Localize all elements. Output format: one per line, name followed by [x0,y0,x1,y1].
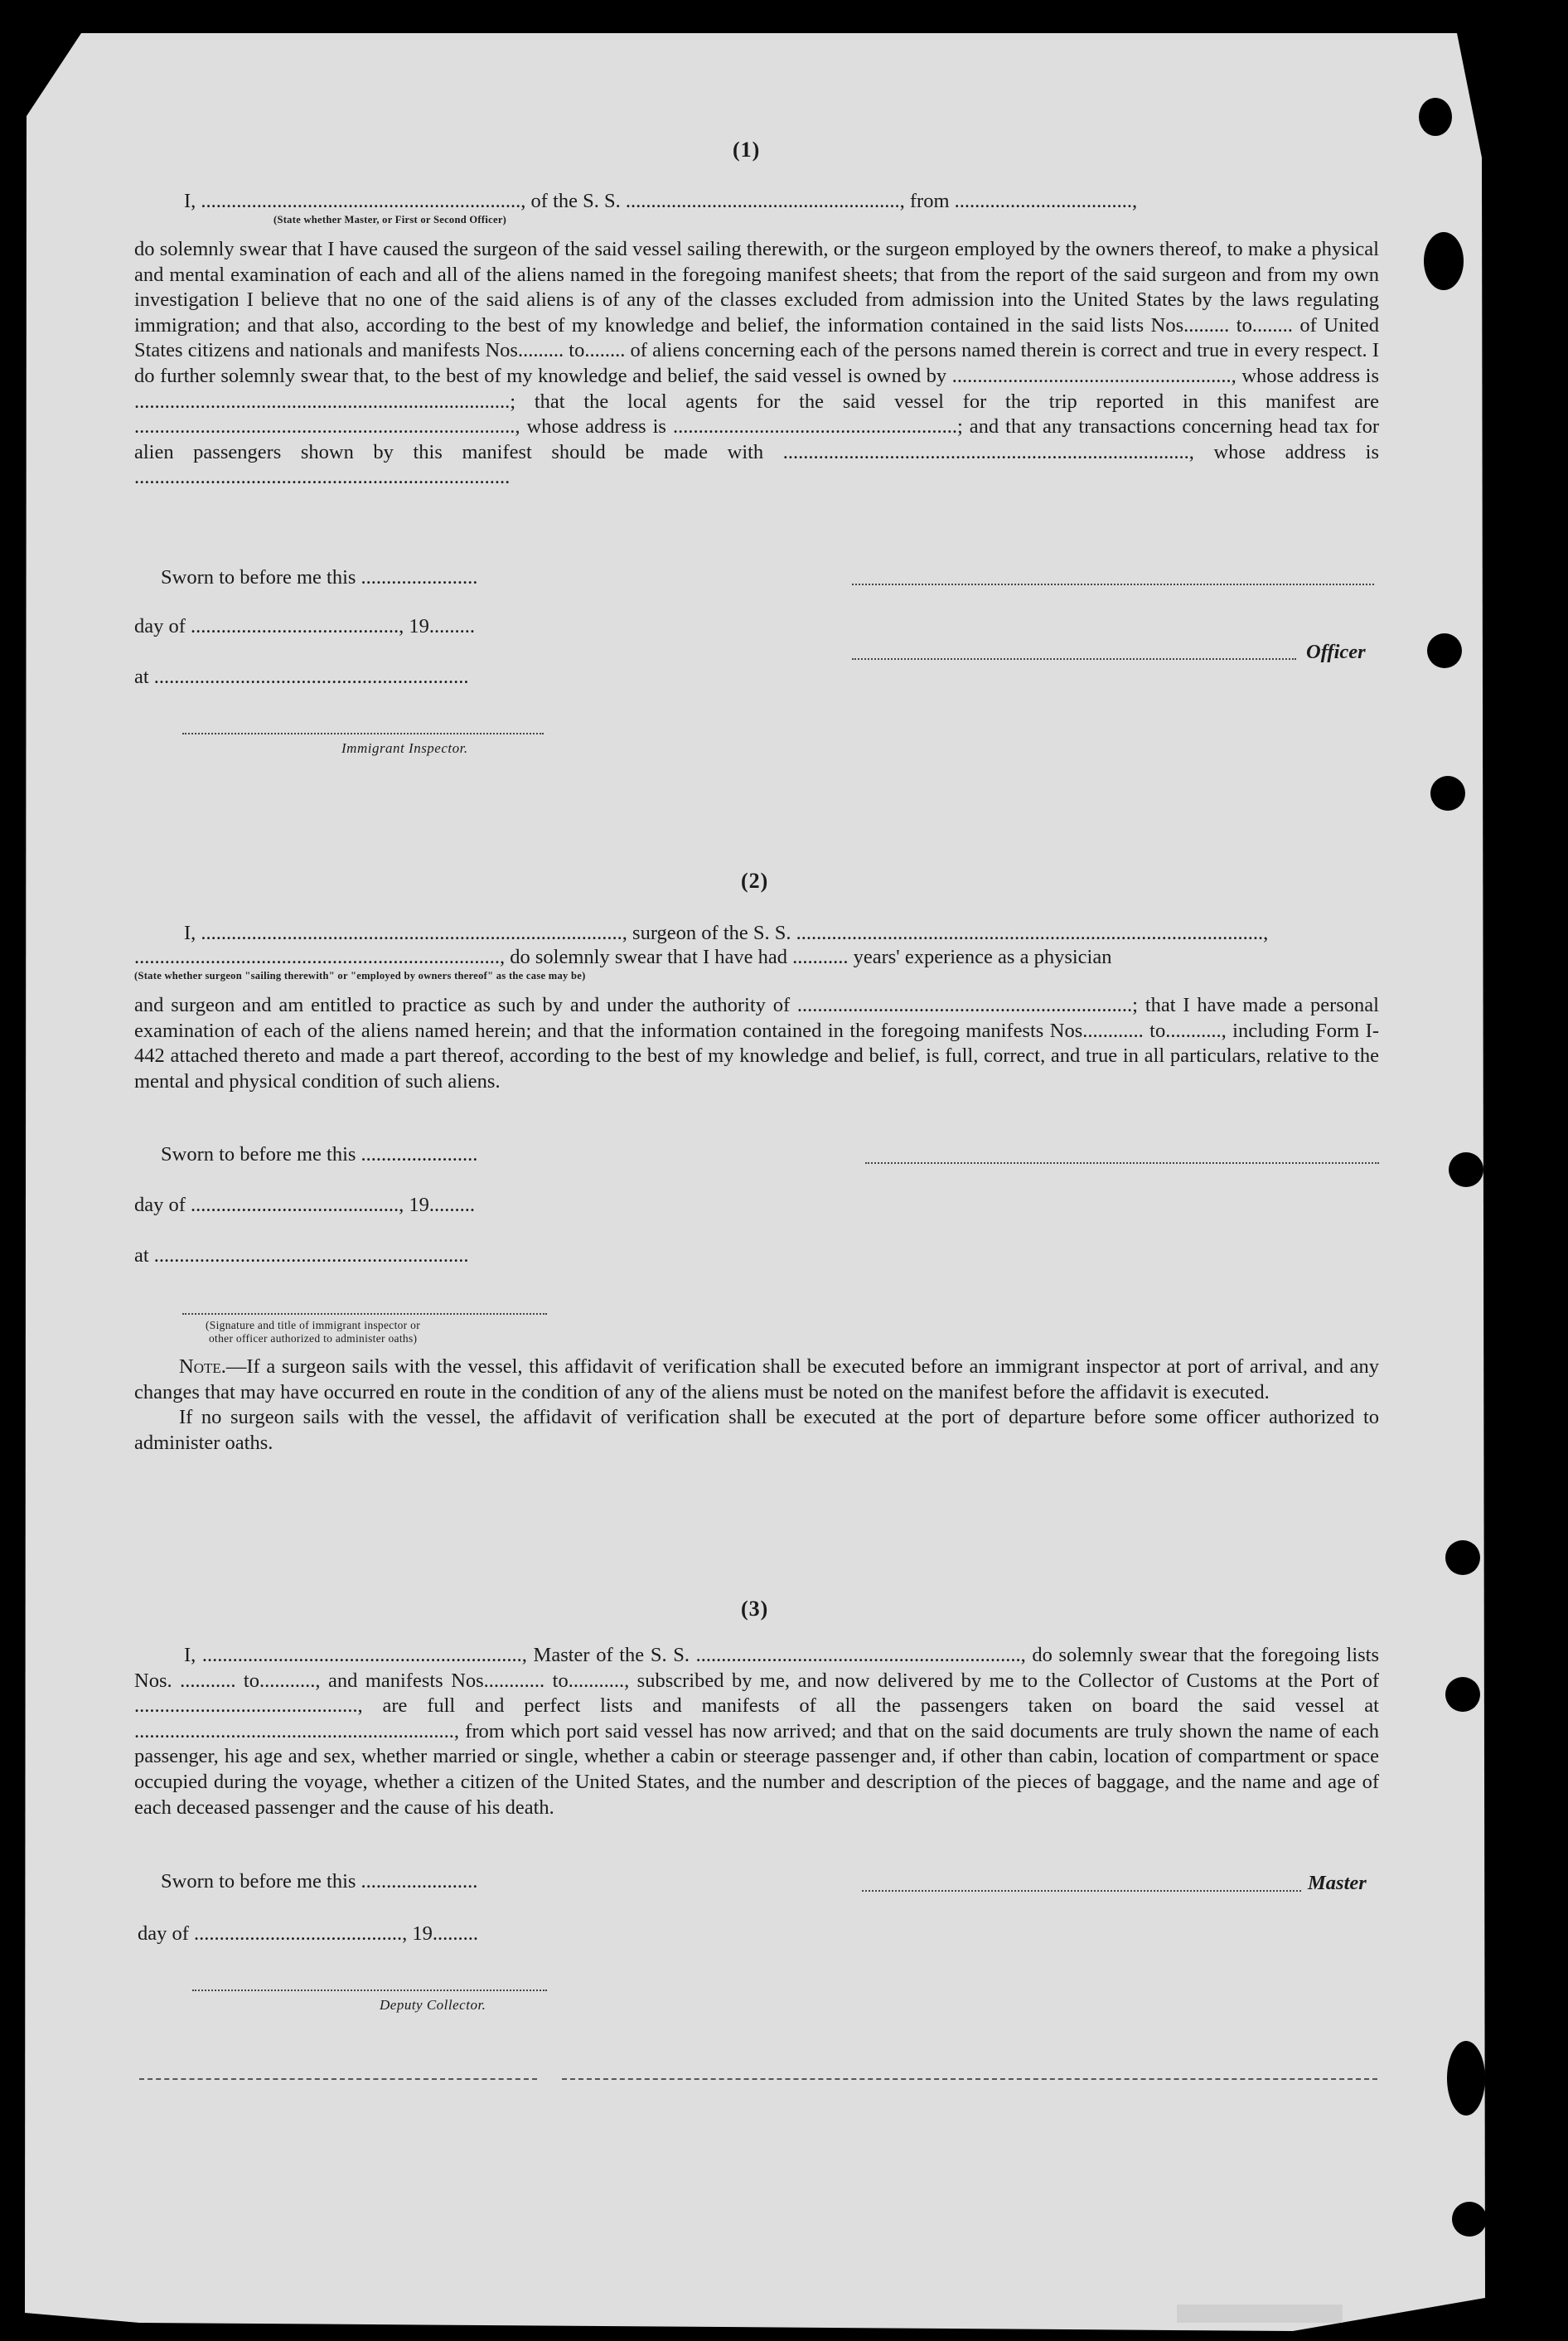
section-1-officer-caption: (State whether Master, or First or Second Officer) [273,214,507,225]
section-3-body [134,1643,1379,1820]
section-2-surgeon-caption: (State whether surgeon "sailing therewith" or "employed by owners thereof" as the case may be) [134,970,586,981]
bottom-rule-left [139,2078,537,2080]
section-1-body-text: do solemnly swear that I have caused the surgeon of the said vessel sailing therewith, or the surgeon employed by the owners thereof, to make a physical and mental examination of each and all of the aliens named in the foregoing manifest sheets; that from the report of the said surgeon and from my own investigation I believe that no one of the said aliens is of any of the classes excluded from admission into the United States by the laws regulating immigration; and that also, according to the best of my knowledge and belief, the information contained in the said lists Nos......... to........ of United States citizens and nationals and manifests Nos......... to........ of aliens concerning each of the persons named therein is correct and true in every respect. I do further solemnly swear that, to the best of my knowledge and belief, the said vessel is owned by ......................................................., whose address is ..........................................................................; that the local agents for the said vessel for the trip reported in this manifest are ..........................................................................., whose address is ........................................................; and that any transactions concerning head tax for alien passengers shown by this manifest should be made with ................................................................................, whose address is .......................................................................... [134,238,1379,489]
section-1-inspector-rule [182,733,544,734]
section-2-sworn-line: Sworn to before me this ....................... [161,1143,478,1166]
note-text-1: —If a surgeon sails with the vessel, this affidavit of verification shall be executed before an immigrant inspector at port of arrival, and any changes that may have occurred en route in the condition of any of the aliens must be noted on the manifest before the affidavit is executed. [134,1355,1379,1403]
section-3-day-line: day of ........................................., 19......... [138,1922,479,1945]
section-1-at-line: at .............................................................. [134,666,469,688]
section-1-opening-line: I, ..............................................................., of the S. S. ......................................................, from ..................................., [184,190,1138,212]
section-3-master-rule [862,1890,1301,1892]
section-2-opening-line: I, ..................................................................................., surgeon of the S. S. ............................................................................................, [184,922,1269,944]
section-3-body-text: I, ..............................................................., Master of the S. S. ................................................................, do solemnly swear that the foregoing lists Nos. ........... to..........., and manifests Nos............ to..........., subscribed by me, and now delivered by me to the Collector of Customs at the Port of ............................................, are full and perfect lists and manifests of all the passengers taken on board the said vessel at ..............................................................., from which port said vessel has now arrived; and that on the said documents are truly shown the name of each passenger, his age and sex, whether married or single, whether a cabin or steerage passenger and, if other than cabin, location of compartment or space occupied during the voyage, whether a citizen of the United States, and the number and description of the pieces of baggage, and the name and age of each deceased passenger and the cause of his death. [134,1644,1379,1819]
section-1-sworn-line: Sworn to before me this ....................... [161,566,478,589]
section-2-at-line: at .............................................................. [134,1244,469,1267]
section-2-body-text: and surgeon and am entitled to practice as such by and under the authority of ..................................................................; that I have made a personal examination of each of the aliens named herein; and that the information contained in the foregoing manifests Nos............ to..........., including Form I-442 attached thereto and made a part thereof, according to the best of my knowledge and belief, is full, correct, and true in all particulars, relative to the mental and physical condition of such aliens. [134,994,1379,1093]
bottom-rule-right [562,2078,1377,2080]
note-label: Note. [179,1355,226,1378]
section-3-collector-rule [192,1990,547,1991]
section-1-signature-rule [852,584,1374,585]
section-1-officer-label: Officer [1306,641,1366,663]
section-3-collector-caption: Deputy Collector. [380,1997,486,2013]
section-2-note-paragraph-1 [134,1355,1379,1405]
section-3-sworn-line: Sworn to before me this ....................... [161,1870,478,1893]
section-2-body [134,993,1379,1094]
section-1-day-line: day of ........................................., 19......... [134,615,476,637]
section-2-note-paragraph-2: If no surgeon sails with the vessel, the affidavit of verification shall be executed at the port of departure before some officer authorized to administer oaths. [134,1406,1379,1454]
section-2-sig-caption-2: other officer authorized to administer oaths) [209,1332,418,1345]
section-2-signature-rule [865,1162,1379,1164]
section-1-body [134,237,1379,491]
section-2-number: (2) [741,869,769,893]
section-2-sig-caption-1: (Signature and title of immigrant inspector or [206,1319,420,1331]
section-1-number: (1) [733,138,761,162]
section-2-experience-line: ........................................................................, do solemnly swear that I have had ........... years' experience as a physician [134,946,1112,968]
section-2-inspector-rule [182,1313,547,1315]
section-1-inspector-caption: Immigrant Inspector. [341,740,468,756]
section-3-master-label: Master [1308,1872,1367,1894]
section-3-number: (3) [741,1597,769,1621]
section-2-note [134,1355,1379,1456]
section-2-day-line: day of ........................................., 19......... [134,1194,476,1216]
section-1-officer-rule [852,658,1296,660]
